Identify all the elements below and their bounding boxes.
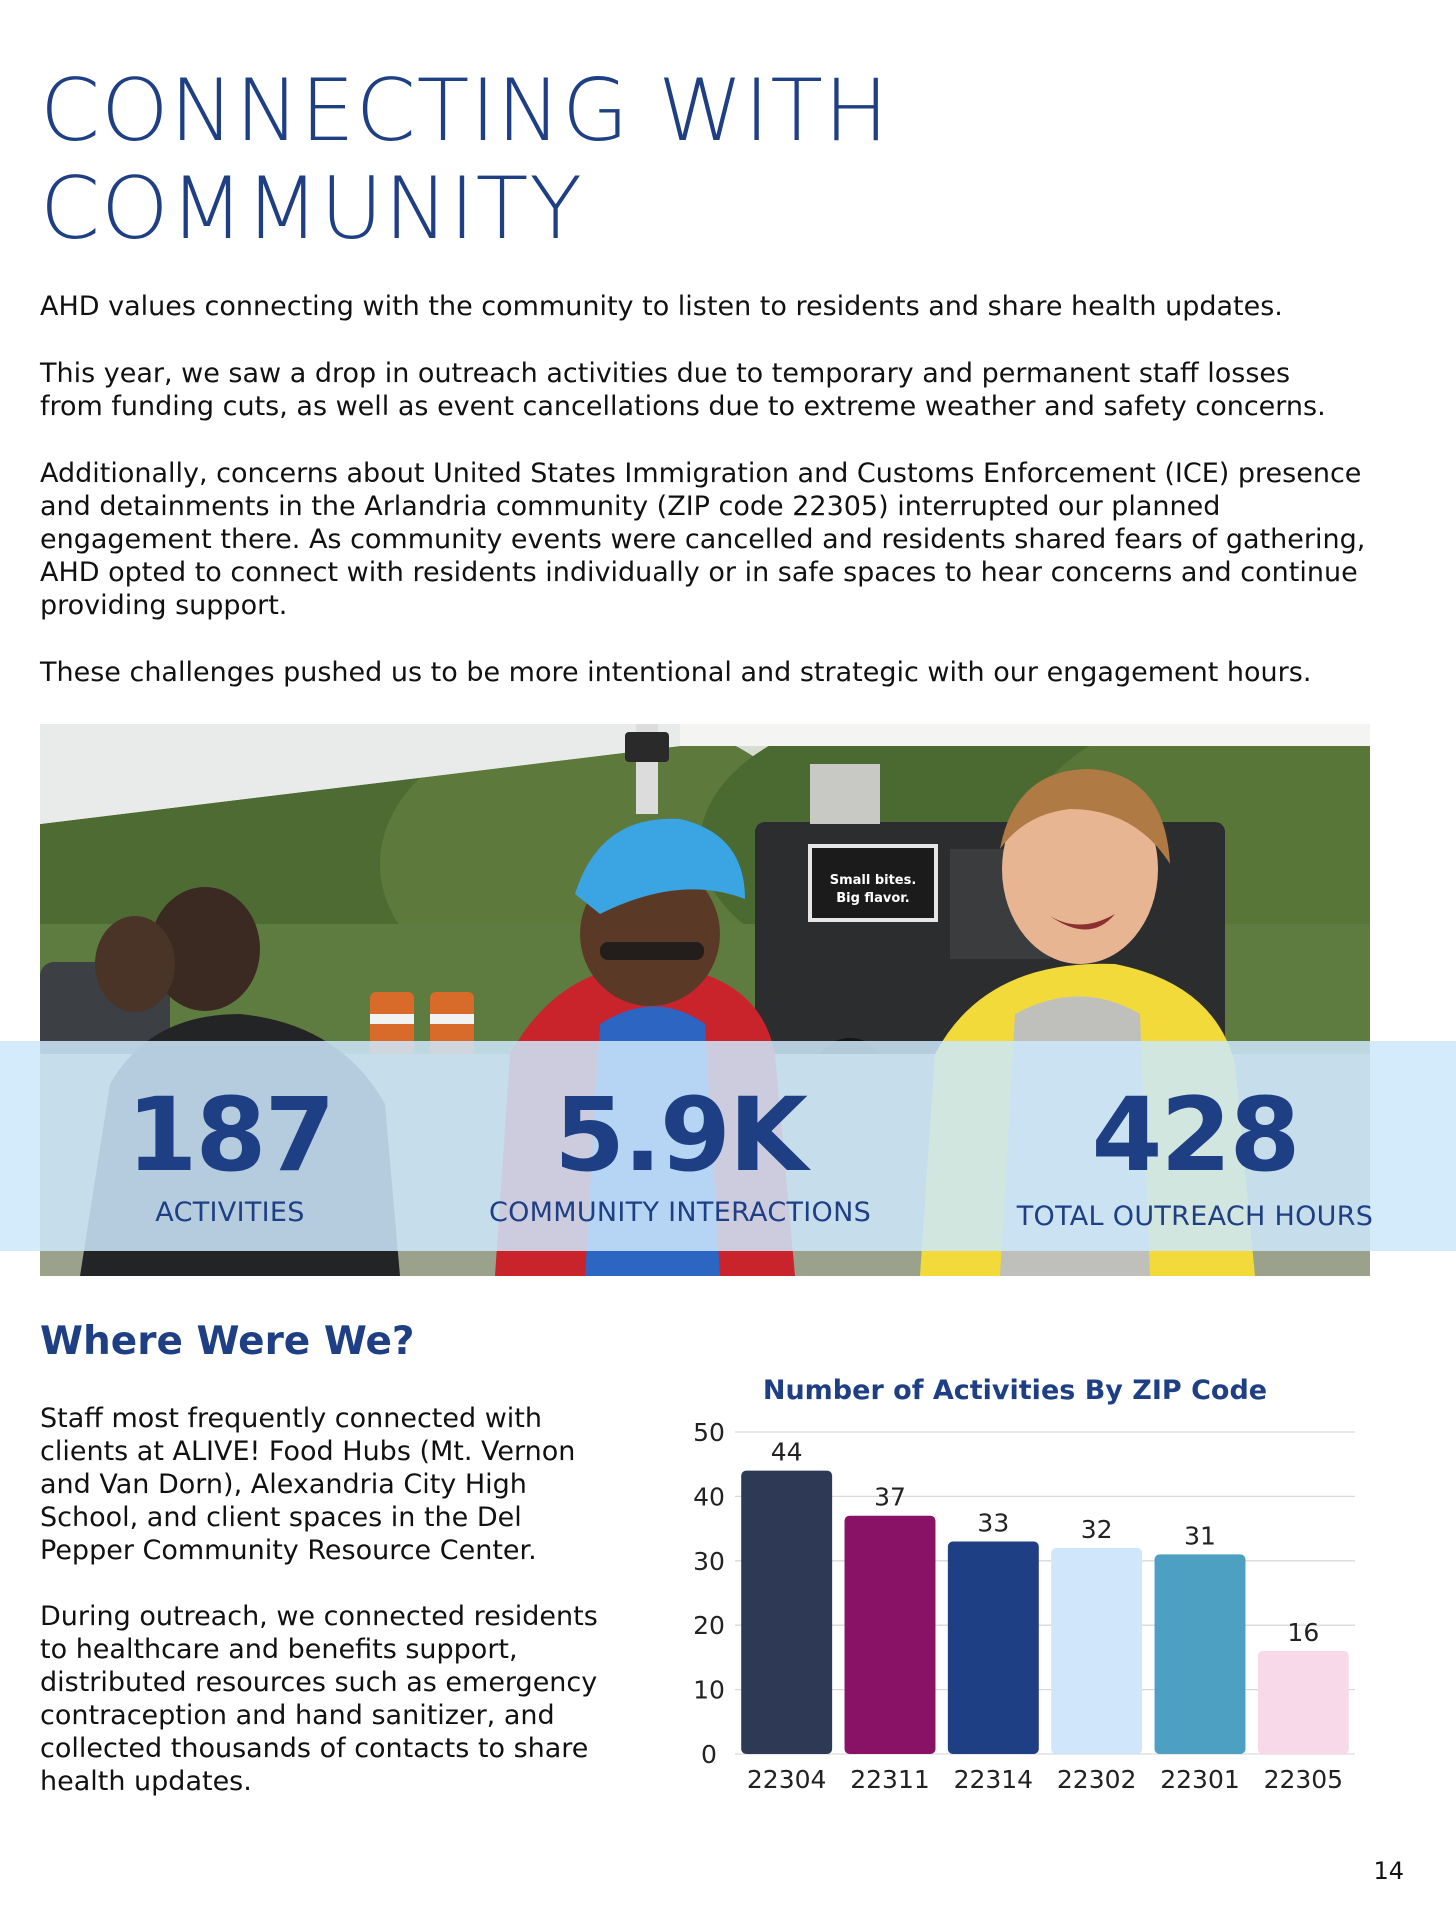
data-label-22311: 37 [874, 1482, 906, 1512]
bar-22314 [948, 1541, 1039, 1754]
data-label-22301: 31 [1184, 1521, 1216, 1551]
intro-paragraph-4: These challenges pushed us to be more intentional and strategic with our engagement hours. [40, 657, 1312, 688]
stat-hours-value: 428 [1091, 1076, 1299, 1195]
intro-paragraph-3: Additionally, concerns about United States Immigration and Customs Enforcement (ICE) presence and detainments in the Arlandria community (ZIP code 22305) interrupted our planned engagement there. As community events were cancelled and residents shared fears of gathering, AHD opted to connect with residents individually or in safe spaces to hear concerns and continue providing support. [40, 458, 1366, 621]
y-tick-label-10: 10 [693, 1675, 725, 1705]
bar-22311 [845, 1516, 936, 1754]
title-line-2: COMMUNITY [40, 159, 583, 259]
x-tick-label-22305: 22305 [1263, 1765, 1344, 1794]
section-paragraph-2: During outreach, we connected residents to healthcare and benefits support, distributed resources such as emergency contraception and hand sanitizer, and collected thousands of contacts to share health updates. [40, 1601, 598, 1797]
bar-22305 [1258, 1651, 1349, 1754]
x-tick-label-22302: 22302 [1056, 1765, 1137, 1794]
stat-activities-value: 187 [126, 1076, 334, 1195]
chart-svg [680, 1366, 1370, 1826]
stat-community-interactions [470, 1041, 890, 1230]
activities-by-zip-chart [680, 1366, 1370, 1826]
y-tick-label-30: 30 [693, 1546, 725, 1576]
x-tick-label-22311: 22311 [850, 1765, 930, 1794]
y-tick-label-40: 40 [693, 1482, 725, 1512]
page-title [40, 62, 1140, 258]
x-tick-label-22304: 22304 [746, 1765, 827, 1794]
truck-sign-line-1: Small bites. [829, 873, 917, 888]
x-tick-label-22301: 22301 [1160, 1765, 1240, 1794]
data-label-22305: 16 [1287, 1617, 1320, 1647]
section-paragraph-1: Staff most frequently connected with clients at ALIVE! Food Hubs (Mt. Vernon and Van Dorn), Alexandria City High School, and client spaces in the Del Pepper Community Resource Center. [40, 1403, 576, 1566]
stat-interactions-value: 5.9K [554, 1076, 806, 1195]
stat-activities [70, 1041, 390, 1230]
intro-paragraph-2: This year, we saw a drop in outreach activities due to temporary and permanent staff losses from funding cuts, as well as event cancellations due to extreme weather and safety concerns. [40, 358, 1326, 422]
intro-paragraph-1: AHD values connecting with the community to listen to residents and share health updates. [40, 291, 1283, 322]
truck-sign-line-2: Big flavor. [836, 891, 910, 906]
stat-outreach-hours [985, 1041, 1405, 1234]
bar-22301 [1155, 1554, 1246, 1754]
y-tick-label-0: 0 [701, 1740, 717, 1769]
stat-activities-label: ACTIVITIES [155, 1197, 305, 1228]
bar-22304 [741, 1471, 832, 1754]
stats-band [0, 1041, 1456, 1251]
data-label-22304: 44 [770, 1437, 803, 1467]
chart-title: Number of Activities By ZIP Code [762, 1375, 1268, 1406]
y-tick-label-50: 50 [693, 1418, 725, 1447]
data-label-22314: 33 [977, 1508, 1010, 1538]
section-heading: Where Were We? [40, 1319, 415, 1364]
title-line-1: CONNECTING WITH [40, 61, 890, 161]
page-number: 14 [1373, 1857, 1404, 1885]
y-tick-label-20: 20 [693, 1611, 725, 1641]
x-tick-label-22314: 22314 [953, 1765, 1034, 1794]
bar-22302 [1051, 1548, 1142, 1754]
stat-hours-label: TOTAL OUTREACH HOURS [1016, 1201, 1374, 1232]
stat-interactions-label: COMMUNITY INTERACTIONS [488, 1197, 872, 1228]
data-label-22302: 32 [1080, 1514, 1113, 1544]
